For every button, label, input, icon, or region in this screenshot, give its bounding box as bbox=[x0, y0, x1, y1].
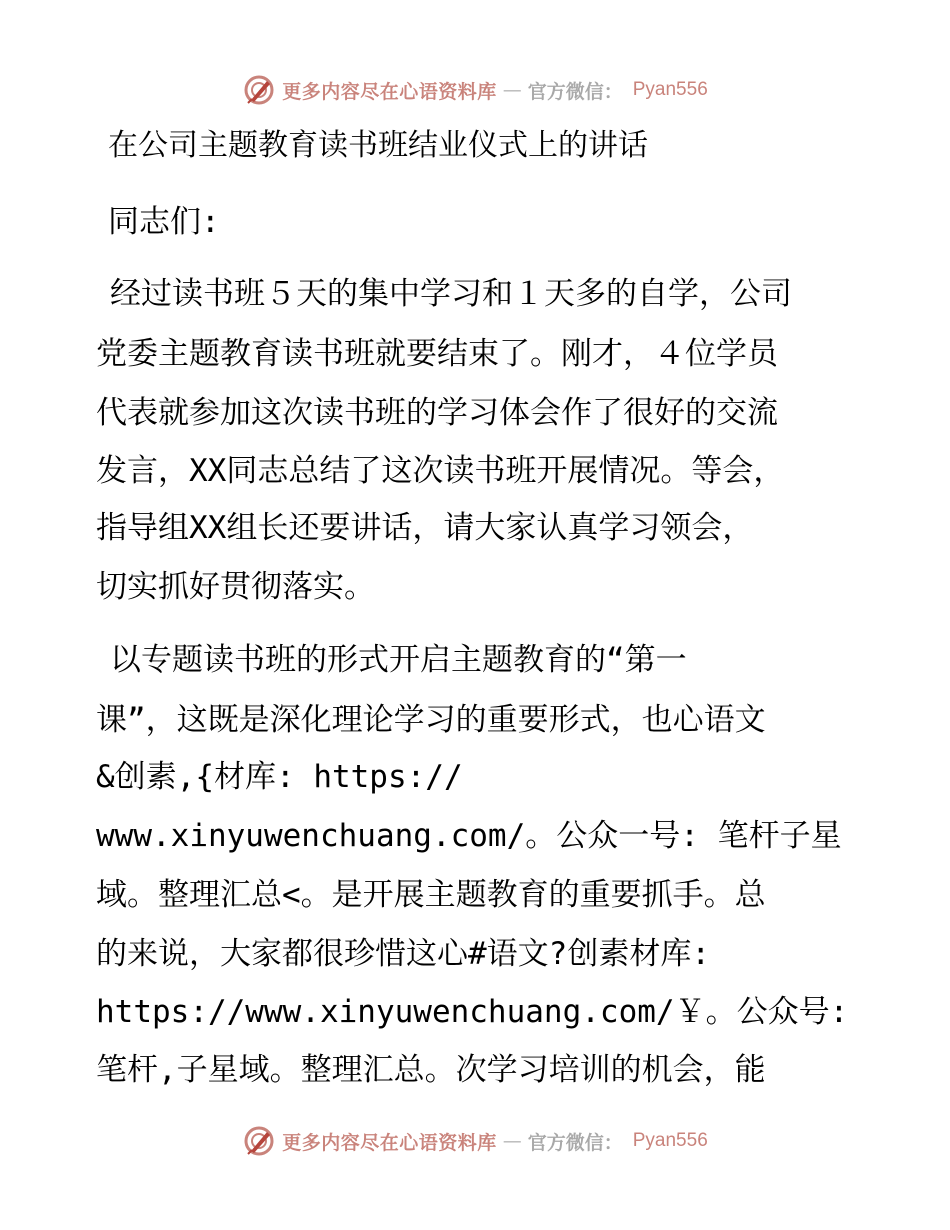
greeting-line: 同志们: bbox=[108, 204, 220, 240]
quill-pen-logo-icon bbox=[242, 73, 276, 107]
header-banner bbox=[0, 70, 950, 110]
paragraph-2-line: 的来说，大家都很珍惜这心#语文?创素材库: bbox=[96, 936, 710, 972]
paragraph-1-line: 党委主题教育读书班就要结束了。刚才，４位学员 bbox=[96, 336, 778, 372]
banner-main-text: 更多内容尽在心语资料库 bbox=[282, 1131, 497, 1154]
paragraph-2-line: 笔杆,子星域。整理汇总。次学习培训的机会，能 bbox=[96, 1052, 766, 1088]
paragraph-1-line: 代表就参加这次读书班的学习体会作了很好的交流 bbox=[96, 395, 778, 431]
paragraph-1-line: 发言，XX同志总结了这次读书班开展情况。等会， bbox=[96, 453, 785, 489]
paragraph-2-line: &创素,{材库: https:// bbox=[96, 759, 463, 795]
banner-official-label: 官方微信： bbox=[527, 1131, 623, 1154]
banner-wechat-id: Pyan556 bbox=[632, 79, 708, 100]
paragraph-1-line: 切实抓好贯彻落实。 bbox=[96, 569, 375, 605]
banner-main-text: 更多内容尽在心语资料库 bbox=[282, 80, 497, 103]
paragraph-1-line: 经过读书班５天的集中学习和１天多的自学，公司 bbox=[110, 276, 792, 312]
quill-pen-logo-icon bbox=[242, 1124, 276, 1158]
paragraph-2-line: 域。整理汇总<。是开展主题教育的重要抓手。总 bbox=[96, 877, 766, 913]
paragraph-2-line: 课”，这既是深化理论学习的重要形式，也心语文 bbox=[96, 702, 766, 738]
paragraph-1-line: 指导组XX组长还要讲话，请大家认真学习领会， bbox=[96, 510, 754, 546]
banner-separator: — bbox=[502, 1130, 522, 1152]
paragraph-2-line: https://www.xinyuwenchuang.com/￥。公众号: bbox=[96, 994, 849, 1030]
paragraph-2-line: www.xinyuwenchuang.com/。公众一号: 笔杆子星 bbox=[96, 818, 842, 854]
banner-wechat-id: Pyan556 bbox=[632, 1130, 708, 1151]
document-title: 在公司主题教育读书班结业仪式上的讲话 bbox=[108, 128, 648, 163]
banner-separator: — bbox=[502, 79, 522, 101]
paragraph-2-line: 以专题读书班的形式开启主题教育的“第一 bbox=[110, 642, 687, 678]
footer-banner bbox=[0, 1121, 950, 1161]
banner-official-label: 官方微信： bbox=[527, 80, 623, 103]
